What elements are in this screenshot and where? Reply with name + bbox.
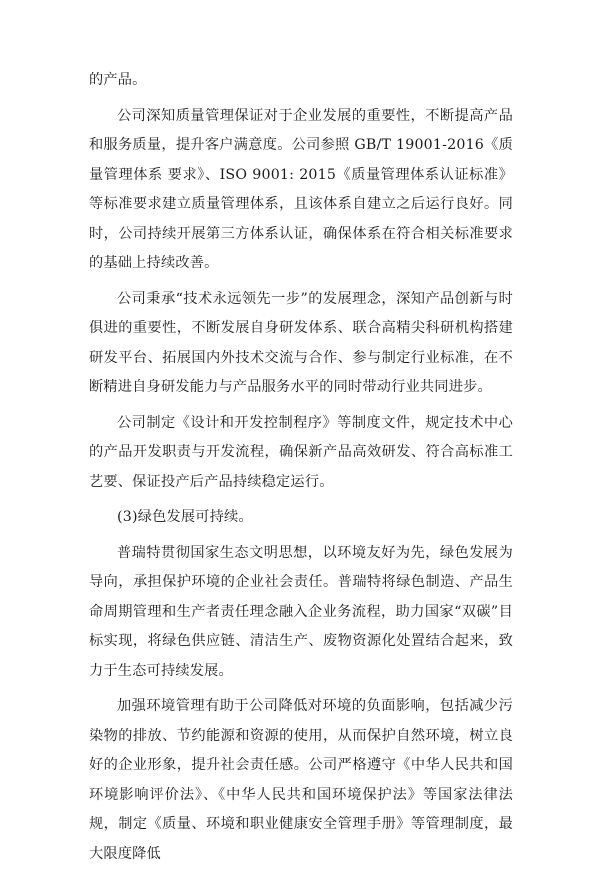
- paragraph-design-control: 公司制定《设计和开发控制程序》等制度文件，规定技术中心的产品开发职责与开发流程，确保新产品高效研发、符合高标准工艺要、保证投产后产品持续稳定运行。: [89, 414, 513, 490]
- paragraph-technology-innovation: 公司秉承“技术永远领先一步”的发展理念，深知产品创新与时俱进的重要性，不断发展自身研发体系、联合高精尖科研机构搭建研发平台、拓展国内外技术交流与合作、参与制定行业标准，在不断精进自身研发能力与产品服务水平的同时带动行业共同进步。: [89, 290, 513, 395]
- paragraph-ecological-civilization: 普瑞特贯彻国家生态文明思想，以环境友好为先，绿色发展为导向，承担保护环境的企业社会责任。普瑞特将绿色制造、产品生命周期管理和生产者责任理念融入企业务流程，助力国家“双碳”目标实现，将绿色供应链、清洁生产、废物资源化处置结合起来，致力于生态可持续发展。: [89, 544, 513, 679]
- section-heading-green-development: (3)绿色发展可持续。: [117, 509, 253, 525]
- paragraph-quality-management: 公司深知质量管理保证对于企业发展的重要性，不断提高产品和服务质量，提升客户满意度。公司参照 GB/T 19001-2016《质量管理体系 要求》、ISO 9001: 2015《质量管理体系认证标准》等标准要求建立质量管理体系，且该体系自建立之后运行良好。同时，公司持续开展第三方体系认证，确保体系在符合相关标准要求的基础上持续改善。: [89, 107, 513, 271]
- paragraph-continuation: 的产品。: [89, 72, 147, 88]
- page-content: [89, 66, 513, 875]
- paragraph-environment-management: 加强环境管理有助于公司降低对环境的负面影响，包括减少污染物的排放、节约能源和资源的使用，从而保护自然环境，树立良好的企业形象，提升社会责任感。公司严格遵守《中华人民共和国环境影响评价法》、《中华人民共和国环境保护法》等国家法律法规，制定《质量、环境和职业健康安全管理手册》等管理制度，最大限度降低: [89, 698, 513, 862]
